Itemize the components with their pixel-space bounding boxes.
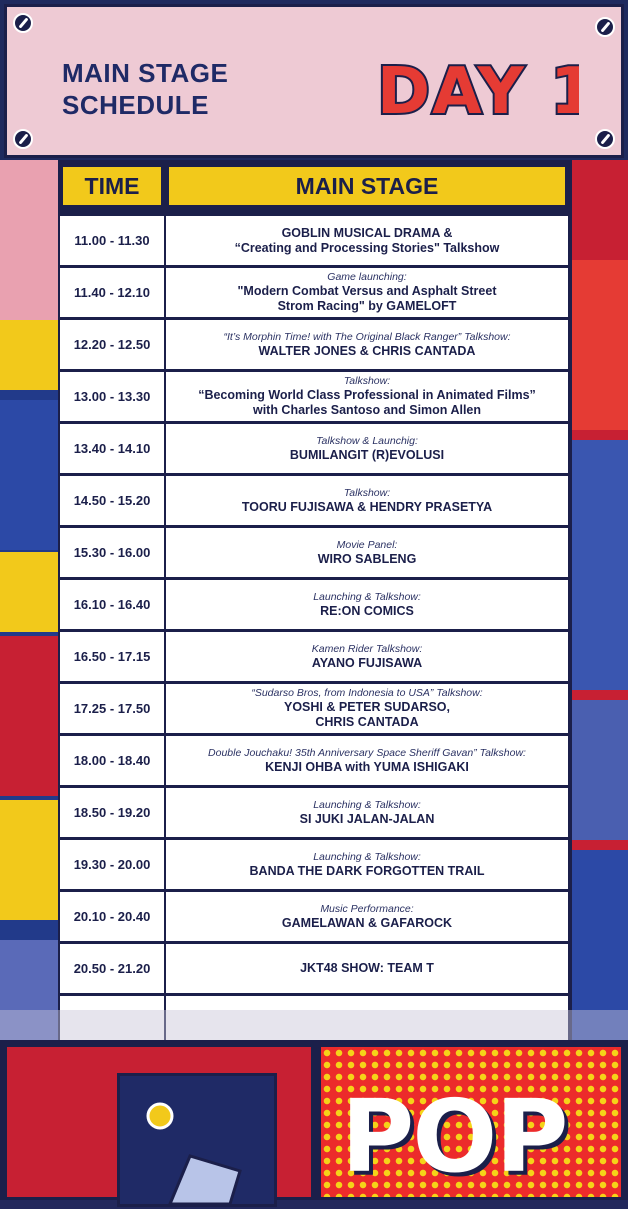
footer-right-panel	[318, 1044, 624, 1200]
event-title-line-2: with Charles Santoso and Simon Allen	[252, 403, 482, 417]
event-title: “Becoming World Class Professional in Animated Films”	[198, 388, 536, 402]
table-row	[60, 840, 568, 889]
event-category: Double Jouchaku! 35th Anniversary Space Sheriff Gavan” Talkshow:	[208, 746, 526, 759]
title-line-1: MAIN STAGE	[62, 58, 229, 88]
event-cell	[166, 216, 568, 265]
title-line-2: SCHEDULE	[62, 90, 210, 120]
table-row	[60, 372, 568, 421]
day-badge	[377, 53, 579, 123]
event-title-line-2: Strom Racing" by GAMELOFT	[277, 299, 457, 313]
event-cell	[166, 268, 568, 317]
event-category: “It’s Morphin Time! with The Original Black Ranger” Talkshow:	[223, 330, 511, 343]
time-cell: 12.20 - 12.50	[60, 320, 164, 369]
header-panel	[4, 4, 624, 158]
event-title-line-2: CHRIS CANTADA	[315, 715, 419, 729]
event-title: AYANO FUJISAWA	[311, 655, 423, 670]
right-decoration	[570, 160, 628, 1040]
bolt-icon	[13, 13, 33, 33]
time-cell: 20.10 - 20.40	[60, 892, 164, 941]
event-title: KENJI OHBA with YUMA ISHIGAKI	[265, 759, 469, 774]
left-decoration	[0, 160, 58, 1040]
table-row	[60, 216, 568, 265]
fade-overlay	[0, 1010, 628, 1042]
table-row	[60, 944, 568, 993]
event-title: TOORU FUJISAWA & HENDRY PRASETYA	[241, 499, 493, 514]
event-cell	[166, 476, 568, 525]
time-cell: 20.50 - 21.20	[60, 944, 164, 993]
event-cell	[166, 684, 568, 733]
time-cell: 15.30 - 16.00	[60, 528, 164, 577]
bolt-icon	[595, 17, 615, 37]
event-title-line-2: “Creating and Processing Stories" Talkshow	[234, 240, 500, 255]
event-title: RE:ON COMICS	[320, 603, 414, 618]
event-cell	[166, 788, 568, 837]
table-row	[60, 580, 568, 629]
event-category: Game launching:	[327, 271, 407, 283]
page-title	[62, 57, 228, 121]
time-cell: 17.25 - 17.50	[60, 684, 164, 733]
table-row	[60, 684, 568, 733]
day-lettering	[377, 53, 579, 123]
event-category: Kamen Rider Talkshow:	[311, 642, 423, 655]
time-cell: 11.00 - 11.30	[60, 216, 164, 265]
event-title: BUMILANGIT (R)EVOLUSI	[289, 447, 445, 462]
event-cell	[166, 372, 568, 421]
column-header-main-stage: MAIN STAGE	[166, 164, 568, 208]
column-header-time: TIME	[60, 164, 164, 208]
event-category: Music Performance:	[320, 902, 414, 915]
event-title: GAMELAWAN & GAFAROCK	[281, 915, 453, 930]
event-category: Movie Panel:	[336, 538, 398, 551]
gauge-panel	[117, 1073, 277, 1207]
event-title: WALTER JONES & CHRIS CANTADA	[258, 343, 476, 358]
time-cell: 13.00 - 13.30	[60, 372, 164, 421]
event-title: BANDA THE DARK FORGOTTEN TRAIL	[249, 863, 485, 878]
day-label: DAY 1	[377, 55, 579, 123]
event-title: "Modern Combat Versus and Asphalt Street	[237, 284, 497, 298]
footer-decoration	[0, 1040, 628, 1200]
event-title: SI JUKI JALAN-JALAN	[299, 811, 435, 826]
event-category: “Sudarso Bros, from Indonesia to USA” Talkshow:	[251, 687, 483, 699]
event-category: Launching & Talkshow:	[313, 798, 421, 811]
table-row	[60, 736, 568, 785]
time-cell: 16.10 - 16.40	[60, 580, 164, 629]
event-title: JKT48 SHOW: TEAM T	[300, 961, 434, 975]
event-category: Launching & Talkshow:	[313, 590, 421, 603]
pop-lettering: POP	[341, 1078, 567, 1195]
event-title: GOBLIN MUSICAL DRAMA &	[281, 225, 453, 240]
table-header	[60, 164, 568, 212]
table-row	[60, 892, 568, 941]
event-cell	[166, 840, 568, 889]
event-category: Talkshow:	[343, 375, 391, 387]
event-category: Talkshow & Launchig:	[316, 434, 418, 447]
table-row	[60, 268, 568, 317]
event-cell	[166, 424, 568, 473]
time-cell: 18.00 - 18.40	[60, 736, 164, 785]
table-row	[60, 528, 568, 577]
table-row	[60, 424, 568, 473]
time-cell: 14.50 - 15.20	[60, 476, 164, 525]
time-cell: 19.30 - 20.00	[60, 840, 164, 889]
event-cell	[166, 528, 568, 577]
event-cell	[166, 580, 568, 629]
footer-left-panel	[4, 1044, 314, 1200]
bolt-icon	[595, 129, 615, 149]
event-title: YOSHI & PETER SUDARSO,	[284, 700, 450, 714]
event-cell	[166, 736, 568, 785]
table-row	[60, 320, 568, 369]
time-cell: 18.50 - 19.20	[60, 788, 164, 837]
event-category: Launching & Talkshow:	[313, 850, 421, 863]
time-cell: 16.50 - 17.15	[60, 632, 164, 681]
schedule-table	[58, 160, 572, 1040]
event-cell	[166, 944, 568, 993]
gauge-icon	[120, 1076, 274, 1204]
table-row	[60, 476, 568, 525]
event-cell	[166, 892, 568, 941]
event-cell	[166, 632, 568, 681]
event-category: Talkshow:	[343, 486, 391, 499]
event-cell	[166, 320, 568, 369]
time-cell: 13.40 - 14.10	[60, 424, 164, 473]
event-title: WIRO SABLENG	[317, 551, 417, 566]
bolt-icon	[13, 129, 33, 149]
table-row	[60, 632, 568, 681]
time-cell: 11.40 - 12.10	[60, 268, 164, 317]
table-row	[60, 788, 568, 837]
